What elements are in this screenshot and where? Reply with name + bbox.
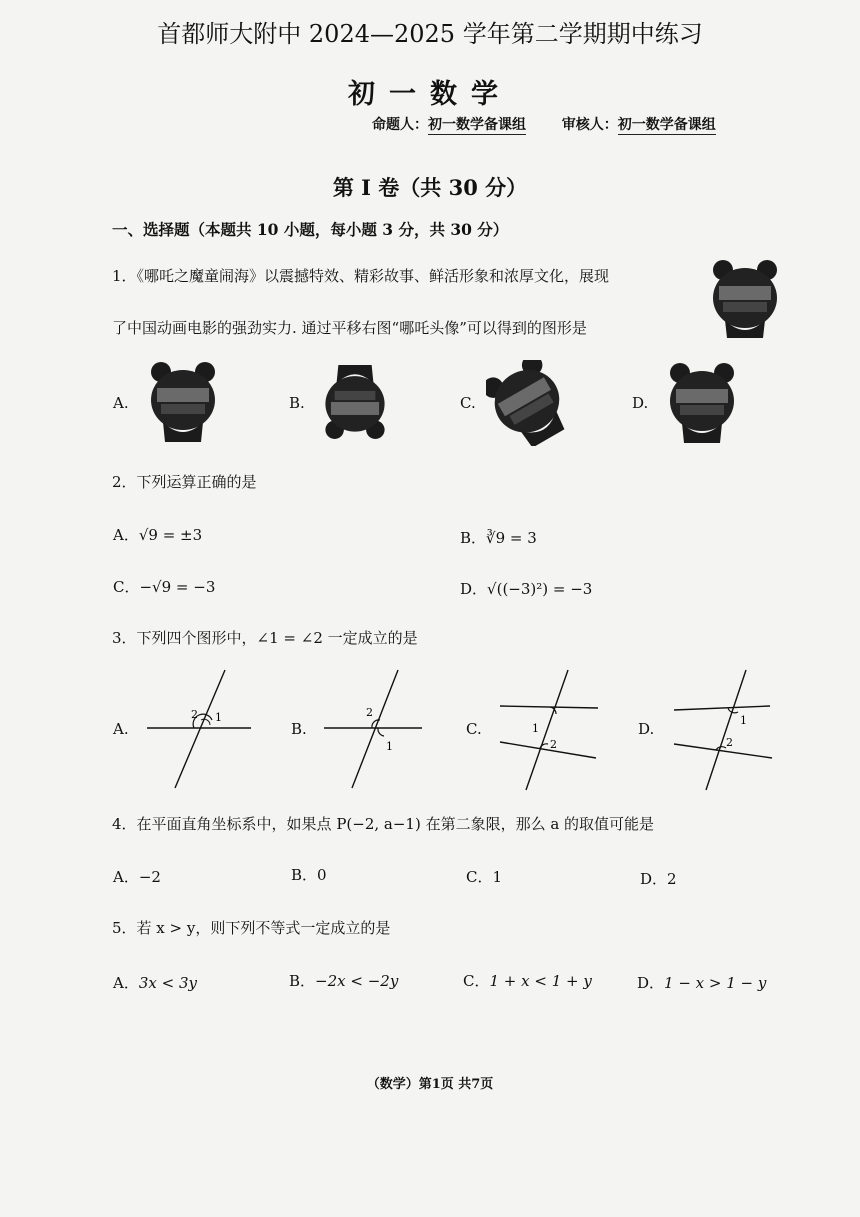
q1-option-a-label: A. — [113, 394, 129, 412]
q1-stem-line1: 1．《哪吒之魔童闹海》以震撼特效、精彩故事、鲜活形象和浓厚文化，展现 — [112, 267, 610, 285]
q4-option-b — [291, 864, 327, 885]
q4-option-a — [113, 866, 161, 887]
reviewer-label: 审核人： — [561, 117, 618, 133]
q4-option-c — [466, 866, 502, 887]
q2-stem: 2．下列运算正确的是 — [112, 473, 257, 491]
q5-option-d-label: D． — [637, 974, 665, 992]
q1-option-b-label: B. — [289, 394, 305, 412]
q4-option-b-text: 0 — [317, 866, 327, 884]
q4-option-c-text: 1 — [492, 868, 503, 886]
exam-title: 首都师大附中 2024—2025 学年第二学期期中练习 — [157, 20, 703, 48]
q5-option-a-text: 3x < 3y — [138, 974, 197, 992]
q3-figure-d — [672, 668, 776, 792]
author-name: 初一数学备课组 — [428, 117, 526, 133]
q4-option-d-text: 2 — [667, 870, 677, 888]
q1-option-d-label: D. — [632, 394, 649, 412]
q5-option-c-label: C． — [463, 972, 490, 990]
q5-option-b-text: −2x < −2y — [315, 972, 399, 990]
q5-option-b — [289, 970, 398, 991]
q4-option-d — [640, 868, 677, 889]
q3-figure-c — [496, 668, 604, 792]
q1-option-d-image — [662, 360, 742, 446]
q3-option-a-label: A. — [113, 720, 129, 738]
q1-option-b-image — [318, 362, 392, 442]
q4-stem: 4．在平面直角坐标系中，如果点 P(−2, a−1) 在第二象限，那么 a 的取值可能是 — [112, 815, 655, 833]
q3-option-b-label: B. — [291, 720, 307, 738]
q3a-angle1-label: 1 — [215, 711, 222, 724]
q2-option-d-label: D． — [460, 580, 488, 598]
author-label: 命题人： — [372, 117, 428, 133]
q2-option-d — [460, 578, 592, 599]
q2-option-b-label: B． — [460, 529, 487, 547]
q4-option-c-label: C． — [466, 868, 493, 886]
q3-stem: 3．下列四个图形中，∠1 = ∠2 一定成立的是 — [112, 629, 418, 647]
q3b-angle2-label: 2 — [366, 706, 373, 719]
nezha-head-image — [705, 258, 785, 340]
volume-title: 第 I 卷（共 30 分） — [332, 175, 528, 200]
reviewer-name: 初一数学备课组 — [617, 117, 716, 133]
q2-option-b — [460, 527, 537, 548]
q3-option-d-label: D. — [638, 720, 655, 738]
q5-option-b-label: B． — [289, 972, 316, 990]
q5-option-d — [637, 972, 766, 993]
q3c-angle1-label: 1 — [532, 722, 539, 735]
q4-option-d-label: D． — [640, 870, 668, 888]
q5-option-a — [113, 972, 197, 993]
q2-option-c — [113, 576, 215, 597]
q5-option-c — [463, 970, 592, 991]
q2-option-d-text: √((−3)²) = −3 — [487, 580, 593, 598]
q5-option-d-text: 1 − x > 1 − y — [664, 974, 767, 992]
q2-option-a-label: A． — [113, 526, 139, 544]
q1-stem-line2: 了中国动画电影的强劲实力. 通过平移右图“哪吒头像”可以得到的图形是 — [112, 319, 587, 337]
q1-option-a-image — [143, 360, 223, 444]
q3-figure-b — [322, 668, 432, 792]
q5-stem: 5．若 x > y，则下列不等式一定成立的是 — [112, 919, 391, 937]
q2-option-a-text: √9 = ±3 — [138, 526, 203, 544]
q2-option-b-text: ∛9 = 3 — [486, 529, 537, 547]
q3b-angle1-label: 1 — [386, 740, 393, 753]
q3-figure-a — [145, 668, 255, 792]
q4-option-a-text: −2 — [138, 868, 161, 886]
q3c-angle2-label: 2 — [550, 738, 557, 751]
authors-line — [372, 114, 716, 134]
q5-option-a-label: A． — [113, 974, 139, 992]
q3d-angle2-label: 2 — [726, 736, 733, 749]
q4-option-a-label: A． — [113, 868, 139, 886]
q5-option-c-text: 1 + x < 1 + y — [489, 972, 592, 990]
q3d-angle1-label: 1 — [740, 714, 747, 727]
q2-option-c-text: −√9 = −3 — [139, 578, 216, 596]
q1-option-c-label: C. — [460, 394, 476, 412]
subject-title: 初一数学 — [348, 79, 512, 110]
q2-option-c-label: C． — [113, 578, 140, 596]
page-footer: （数学）第1页 共7页 — [366, 1077, 494, 1092]
q4-option-b-label: B． — [291, 866, 318, 884]
q2-option-a — [113, 524, 202, 545]
section-title: 一、选择题（本题共 10 小题，每小题 3 分，共 30 分） — [112, 220, 509, 239]
q1-option-c-image — [486, 360, 570, 446]
q3-option-c-label: C. — [466, 720, 482, 738]
q3a-angle2-label: 2 — [191, 708, 198, 721]
